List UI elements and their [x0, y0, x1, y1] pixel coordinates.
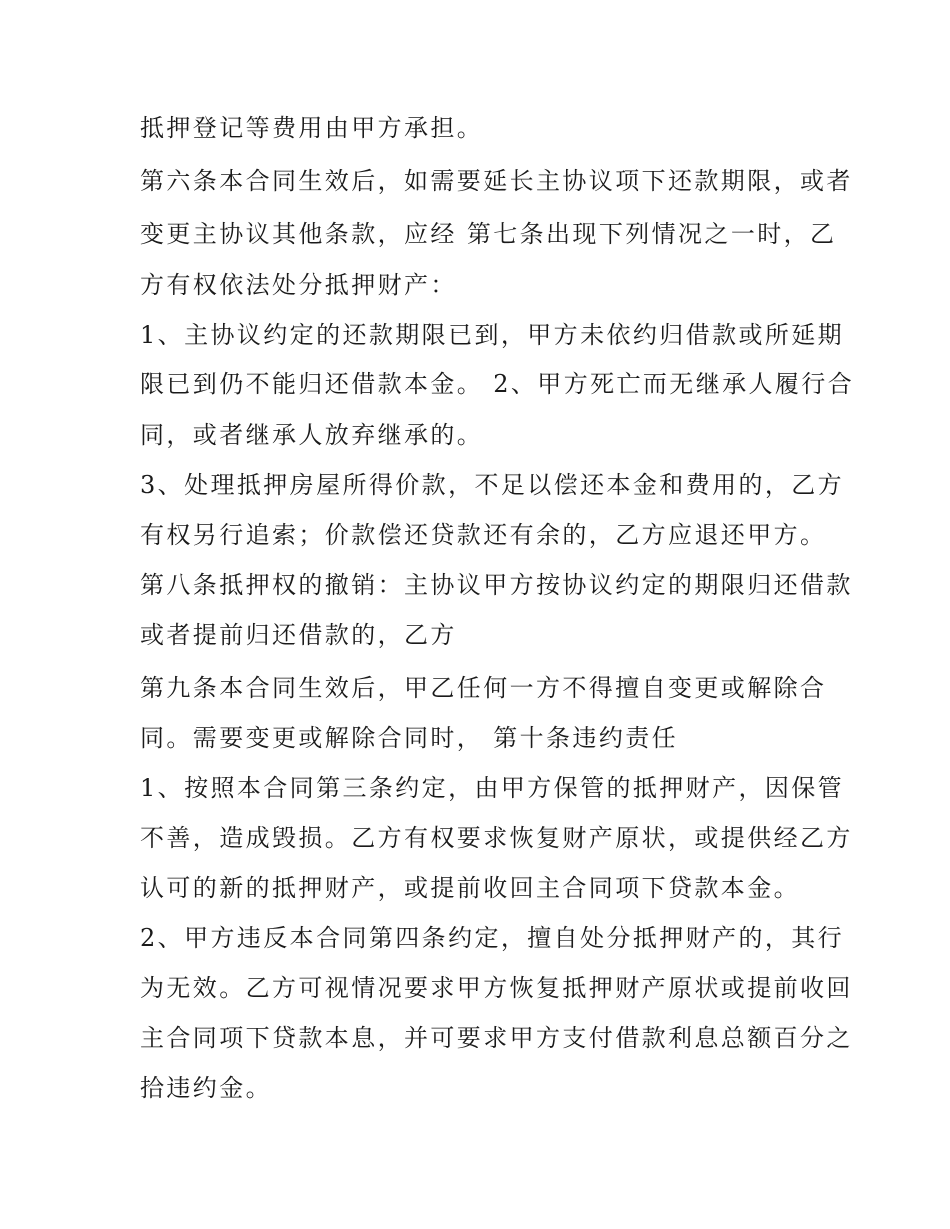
text-line: 同。需要变更或解除合同时， 第十条违约责任	[140, 724, 679, 752]
text-line: 变更主协议其他条款，应经 第七条出现下列情况之一时，乙	[140, 220, 837, 248]
text-line: 认可的新的抵押财产，或提前收回主合同项下贷款本金。	[140, 874, 800, 902]
text-line: 方有权依法处分抵押财产：	[140, 271, 457, 299]
text-line: 有权另行追索；价款偿还贷款还有余的，乙方应退还甲方。	[140, 521, 827, 549]
text-line: 1、按照本合同第三条约定，由甲方保管的抵押财产，因保管	[140, 774, 845, 802]
text-line: 第九条本合同生效后，甲乙任何一方不得擅自变更或解除合	[140, 674, 827, 702]
text-line: 3、处理抵押房屋所得价款，不足以偿还本金和费用的，乙方	[140, 471, 845, 499]
text-line: 1、主协议约定的还款期限已到，甲方未依约归借款或所延期	[140, 321, 845, 349]
text-line: 2、甲方违反本合同第四条约定，擅自处分抵押财产的，其行	[140, 924, 845, 952]
text-line: 为无效。乙方可视情况要求甲方恢复抵押财产原状或提前收回	[140, 974, 853, 1002]
text-line: 抵押登记等费用由甲方承担。	[140, 114, 484, 142]
text-line: 或者提前归还借款的，乙方	[140, 621, 457, 649]
text-line: 限已到仍不能归还借款本金。 2、甲方死亡而无继承人履行合	[140, 370, 855, 398]
text-line: 第八条抵押权的撤销：主协议甲方按协议约定的期限归还借款	[140, 571, 853, 599]
text-line: 不善，造成毁损。乙方有权要求恢复财产原状，或提供经乙方	[140, 824, 853, 852]
text-line: 第六条本合同生效后，如需要延长主协议项下还款期限，或者	[140, 167, 853, 195]
text-line: 主合同项下贷款本息，并可要求甲方支付借款利息总额百分之	[140, 1024, 853, 1052]
text-line: 拾违约金。	[140, 1074, 272, 1102]
text-line: 同，或者继承人放弃继承的。	[140, 421, 484, 449]
